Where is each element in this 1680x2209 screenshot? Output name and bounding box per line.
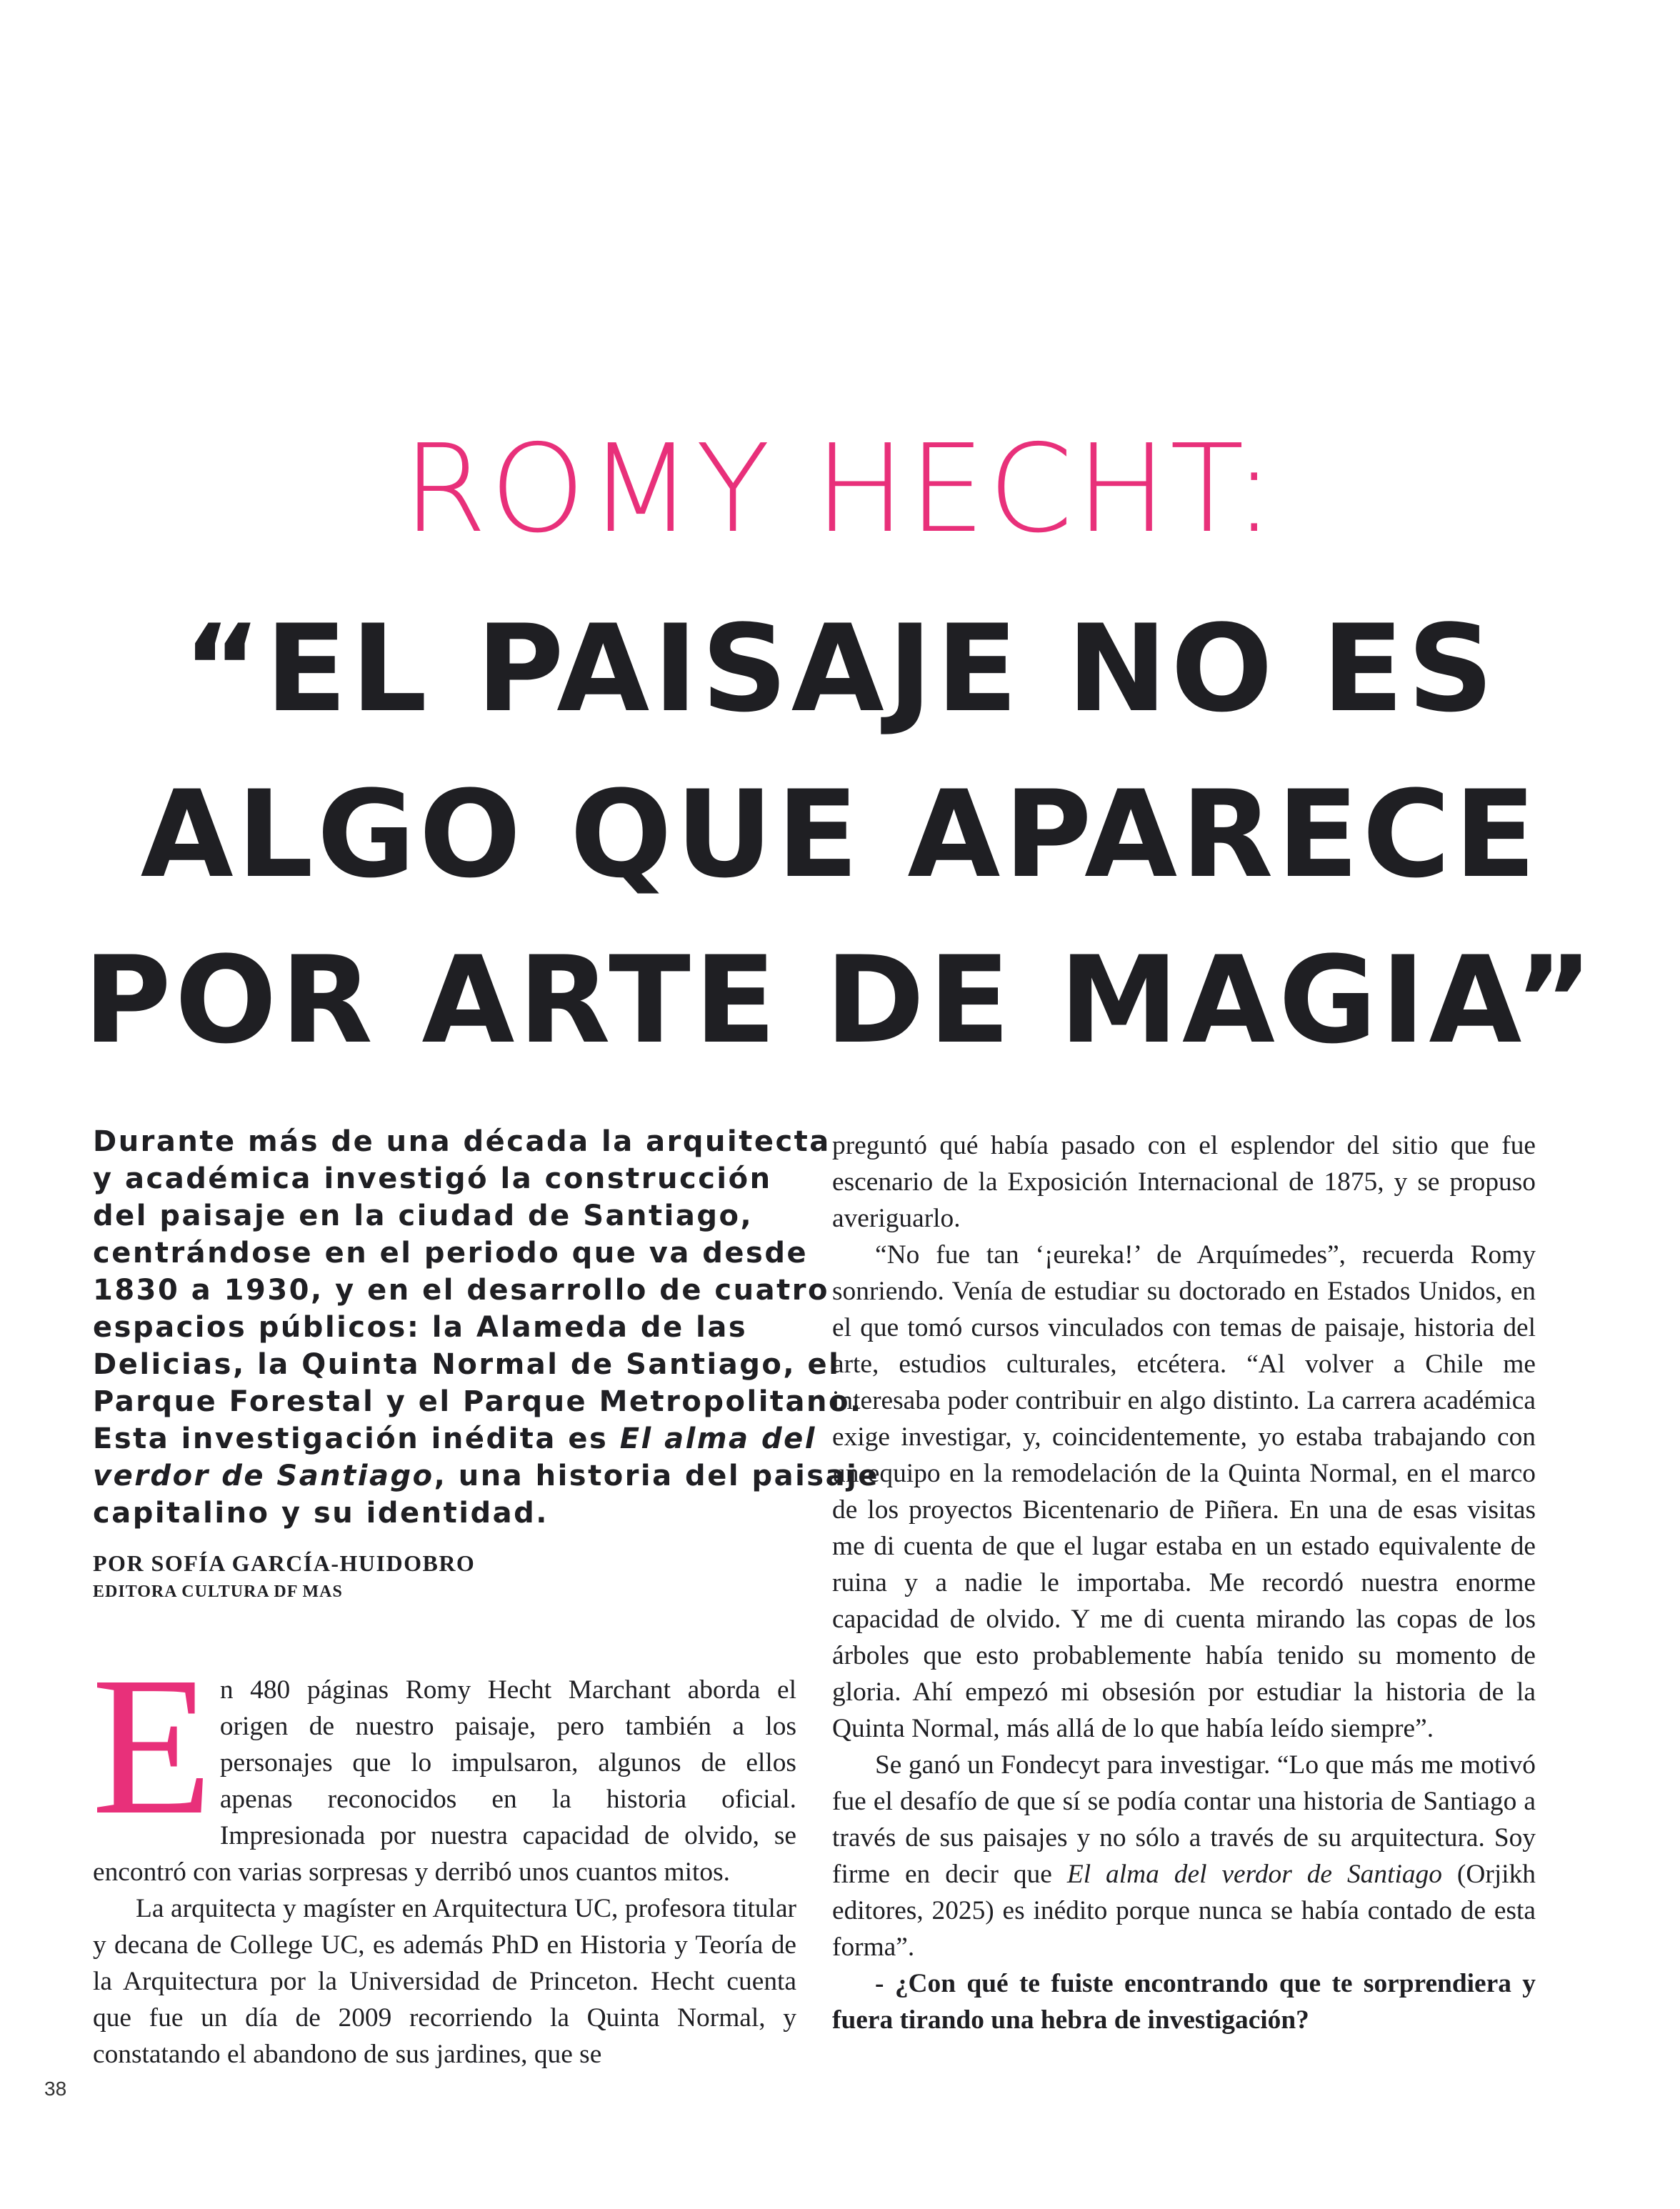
title-quote-line: “EL PAISAJE NO ES — [182, 599, 1498, 739]
lead-book-title: El alma del — [619, 1422, 816, 1455]
lead-line: del paisaje en la ciudad de Santiago, — [93, 1200, 754, 1232]
lead-line: Parque Forestal y el Parque Metropolitano. — [93, 1385, 863, 1418]
lead-text: Esta investigación inédita es — [93, 1422, 620, 1455]
byline — [93, 1547, 475, 1604]
lead-line: espacios públicos: la Alameda de las — [93, 1311, 748, 1344]
book-title: El alma del verdor de Santiago — [1066, 1860, 1442, 1889]
lead-line: Durante más de una década la arquitecta — [93, 1125, 831, 1158]
body-paragraph — [91, 1636, 796, 1890]
body-paragraph: “No fue tan ‘¡eureka!’ de Arquímedes”, recuerda Romy sonriendo. Venía de estudiar su doctorado en Estados Unidos, en el que tomó cursos vinculados con temas de paisaje, historia del arte, estudios culturales, etcétera. “Al volver a Chile me interesaba poder contribuir en algo distinto. La carrera académica exige investigar, y, coincidentemente, yo estaba trabajando con un equipo en la remodelación de la Quinta Normal, en el marco de los proyectos Bicentenario de Piñera. En una de esas visitas me di cuenta de que el lugar estaba en un estado equivalente de ruina y a nadie le importaba. Me recordó nuestra enorme capacidad de olvido. Y me di cuenta mirando las copas de los árboles que esto probablemente había tenido su momento de gloria. Ahí empezó mi obsesión por estudiar la historia de la Quinta Normal, más allá de lo que había leído siempre”. — [832, 1240, 1536, 1743]
article-title-name: ROMY HECHT: — [402, 419, 1278, 560]
lead-line — [93, 1457, 879, 1495]
drop-cap: E — [91, 1636, 213, 1856]
lead-line — [93, 1420, 816, 1457]
lead-line: centrándose en el periodo que va desde — [93, 1237, 809, 1270]
byline-author: POR SOFÍA GARCÍA-HUIDOBRO — [93, 1550, 476, 1576]
article-title-quote — [0, 586, 1680, 1083]
lead-book-title: verdor de Santiago — [93, 1460, 434, 1492]
byline-role: EDITORA CULTURA DF MAS — [93, 1582, 343, 1601]
body-paragraph: preguntó qué había pasado con el esplendor del sitio que fue escenario de la Exposición Internacional de 1875, y se propuso averiguarlo. — [832, 1131, 1536, 1233]
title-quote-line: ALGO QUE APARECE — [140, 764, 1540, 904]
lead-line: 1830 a 1930, y en el desarrollo de cuatro — [93, 1274, 829, 1307]
lead-line: y académica investigó la construcción — [93, 1162, 772, 1195]
body-column-left — [91, 1636, 796, 2073]
body-column-right — [832, 1127, 1536, 2038]
page-number: 38 — [44, 2078, 67, 2100]
paragraph-text: Se ganó un Fondecyt para investigar. “Lo que más me motivó fue el desafío de que sí se podía contar una historia de Santiago a través de sus paisajes y no sólo a través de su arquitectura. Soy firme en decir que — [832, 1750, 1536, 1889]
lead-line: capitalino y su identidad. — [93, 1497, 549, 1530]
paragraph-text: (Orjikh editores, 2025) es inédito porque nunca se había contado de esta forma”. — [832, 1860, 1536, 1962]
body-paragraph — [832, 1747, 1536, 1965]
lead-text: , una historia del paisaje — [434, 1460, 879, 1492]
title-quote-line: POR ARTE DE MAGIA” — [83, 930, 1597, 1070]
interview-question: - ¿Con qué te fuiste encontrando que te sorprendiera y fuera tirando una hebra de investigación? — [832, 1969, 1536, 2035]
body-paragraph: La arquitecta y magíster en Arquitectura UC, profesora titular y decana de College UC, es además PhD en Historia y Teoría de la Arquitectura por la Universidad de Princeton. Hecht cuenta que fue un día de 2009 recorriendo la Quinta Normal, y constatando el abandono de sus jardines, que se — [93, 1894, 796, 2069]
paragraph-text: n 480 páginas Romy Hecht Marchant aborda el origen de nuestro paisaje, pero también a los personajes que lo impulsaron, algunos de ellos apenas reconocidos en la historia oficial. Impresionada por nuestra capacidad de olvido, se encontró con varias sorpresas y derribó unos cuantos mitos. — [93, 1675, 796, 1887]
article-lead — [93, 1123, 879, 1532]
lead-line: Delicias, la Quinta Normal de Santiago, el — [93, 1348, 841, 1381]
